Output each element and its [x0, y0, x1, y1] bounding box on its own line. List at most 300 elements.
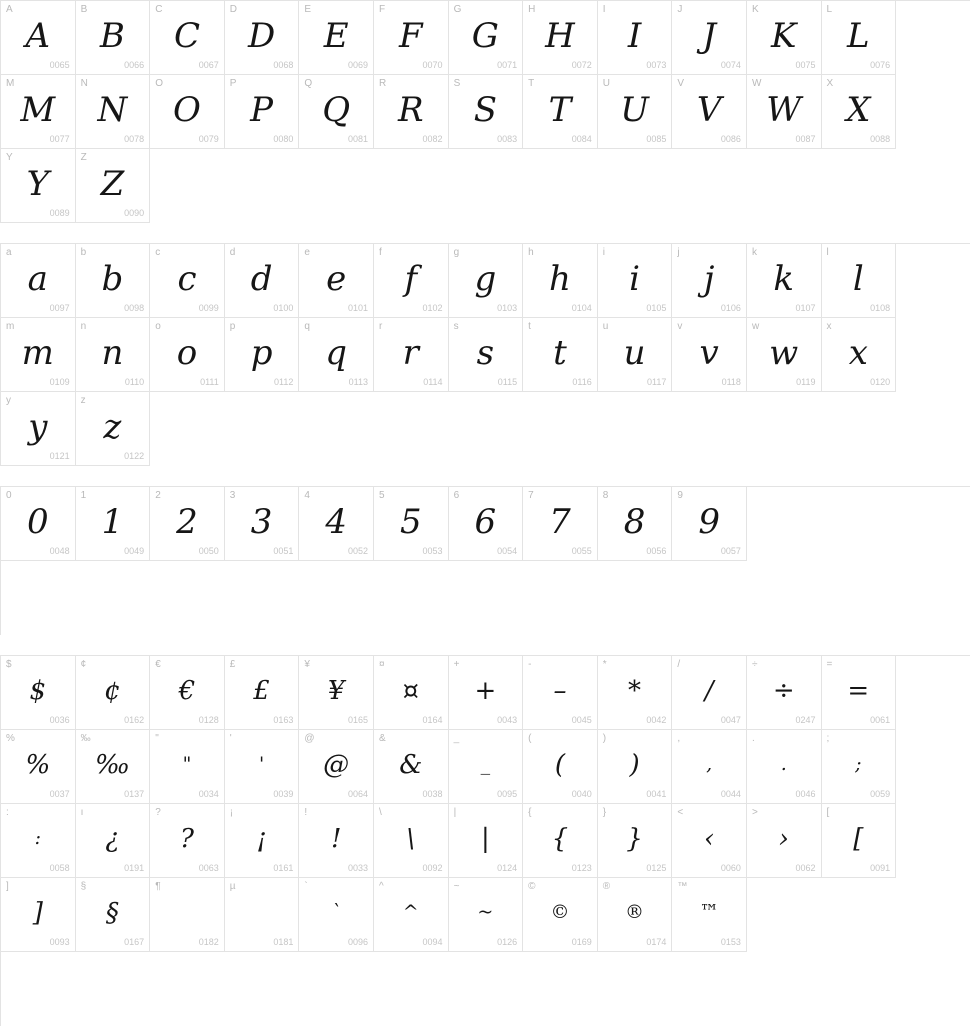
glyph-cell-character-label: m	[6, 321, 15, 332]
glyph-block-lowercase	[0, 243, 970, 466]
glyph-preview: (	[554, 749, 566, 780]
glyph-cell[interactable]	[523, 487, 598, 561]
glyph-preview: }	[626, 823, 643, 854]
glyph-cell[interactable]	[1, 1, 76, 75]
glyph-cell-character-label: !	[304, 807, 308, 818]
glyph-cell-code-label: 0062	[795, 863, 816, 873]
glyph-cell[interactable]	[672, 75, 747, 149]
glyph-cell[interactable]	[822, 318, 897, 392]
glyph-cell-code-label: 0069	[347, 60, 368, 70]
glyph-cell-character-label: ÷	[751, 659, 758, 670]
glyph-cell[interactable]	[374, 730, 449, 804]
glyph-cell[interactable]	[672, 878, 747, 952]
glyph-cell-character-label: /	[677, 659, 681, 670]
glyph-cell-character-label: Y	[6, 152, 13, 163]
glyph-preview: v	[699, 332, 719, 373]
glyph-preview: E	[323, 15, 349, 56]
glyph-block-uppercase	[0, 0, 970, 223]
glyph-cell[interactable]	[822, 730, 897, 804]
glyph-cell[interactable]	[225, 878, 300, 952]
glyph-cell-code-label: 0036	[49, 715, 70, 725]
glyph-preview: ¿	[105, 823, 120, 854]
glyph-cell-code-label: 0126	[497, 937, 518, 947]
glyph-cell-code-label: 0161	[273, 863, 294, 873]
glyph-preview: 1	[101, 501, 124, 542]
glyph-preview: N	[97, 89, 128, 130]
glyph-cell[interactable]	[76, 487, 151, 561]
glyph-cell-code-label: 0098	[124, 303, 145, 313]
glyph-preview: [	[853, 823, 864, 854]
glyph-cell-character-label: o	[155, 321, 161, 332]
glyph-preview: )	[629, 749, 640, 780]
glyph-cell[interactable]	[523, 1, 598, 75]
glyph-cell[interactable]	[225, 75, 300, 149]
glyph-cell-character-label: r	[378, 321, 383, 332]
block-separator	[0, 635, 970, 655]
glyph-cell[interactable]	[822, 244, 897, 318]
glyph-cell-character-label: ™	[677, 881, 688, 892]
glyph-cell[interactable]	[76, 730, 151, 804]
glyph-preview: €	[178, 675, 196, 706]
glyph-cell-code-label: 0092	[422, 863, 443, 873]
glyph-preview: {	[551, 823, 569, 854]
glyph-cell-code-label: 0119	[796, 377, 816, 387]
glyph-cell-code-label: 0044	[720, 789, 741, 799]
glyph-preview: L	[847, 15, 870, 56]
glyph-cell[interactable]	[374, 244, 449, 318]
glyph-preview: q	[325, 332, 348, 373]
glyph-cell-character-label: {	[528, 807, 532, 818]
glyph-cell-character-label: v	[677, 321, 683, 332]
glyph-cell[interactable]	[76, 244, 151, 318]
glyph-cell-code-label: 0073	[646, 60, 667, 70]
glyph-cell[interactable]	[150, 656, 225, 730]
glyph-cell-code-label: 0074	[720, 60, 741, 70]
glyph-cell[interactable]	[598, 318, 673, 392]
glyph-cell-code-label: 0104	[571, 303, 592, 313]
glyph-cell[interactable]	[1, 878, 76, 952]
glyph-preview: T	[548, 89, 572, 130]
glyph-cell-code-label: 0090	[124, 208, 145, 218]
glyph-preview: F	[398, 15, 423, 56]
glyph-cell[interactable]	[598, 1, 673, 75]
glyph-cell[interactable]	[76, 149, 151, 223]
glyph-preview: /	[704, 675, 714, 706]
glyph-cell-character-label: F	[378, 4, 386, 15]
glyph-cell-character-label: y	[6, 395, 11, 406]
glyph-preview: ?	[180, 823, 194, 854]
glyph-cell-code-label: 0067	[198, 60, 219, 70]
glyph-cell[interactable]	[449, 487, 524, 561]
glyph-cell[interactable]	[299, 730, 374, 804]
glyph-cell-character-label: A	[6, 4, 13, 15]
glyph-cell-code-label: 0167	[124, 937, 145, 947]
glyph-cell-character-label: C	[155, 4, 163, 15]
glyph-cell[interactable]	[598, 878, 673, 952]
glyph-cell-code-label: 0124	[497, 863, 518, 873]
glyph-cell[interactable]	[76, 804, 151, 878]
glyph-cell-character-label: ¤	[378, 659, 385, 670]
glyph-cell-character-label: d	[229, 247, 236, 258]
glyph-cell[interactable]	[299, 656, 374, 730]
glyph-preview: 4	[325, 501, 347, 542]
glyph-cell-character-label: "	[155, 733, 159, 744]
glyph-cell-code-label: 0109	[49, 377, 70, 387]
glyph-cell[interactable]	[150, 318, 225, 392]
glyph-cell[interactable]	[523, 656, 598, 730]
glyph-preview: Y	[26, 163, 50, 204]
glyph-cell[interactable]	[1, 804, 76, 878]
glyph-cell-character-label: @	[304, 733, 315, 744]
glyph-preview: `	[331, 901, 341, 923]
glyph-cell-character-label: =	[826, 659, 833, 670]
glyph-cell[interactable]	[822, 1, 897, 75]
glyph-cell-code-label: 0061	[870, 715, 891, 725]
glyph-cell[interactable]	[523, 730, 598, 804]
glyph-cell[interactable]	[449, 656, 524, 730]
glyph-preview: M	[20, 89, 56, 130]
glyph-cell[interactable]	[523, 878, 598, 952]
glyph-cell[interactable]	[299, 878, 374, 952]
glyph-cell[interactable]	[822, 804, 897, 878]
glyph-preview: ]	[32, 897, 43, 928]
glyph-cell-code-label: 0094	[422, 937, 443, 947]
glyph-cell[interactable]	[747, 656, 822, 730]
glyph-cell-character-label: E	[304, 4, 312, 15]
glyph-cell-code-label: 0182	[198, 937, 219, 947]
glyph-preview: _	[480, 753, 491, 775]
glyph-cell-empty	[225, 952, 300, 1026]
glyph-preview: ©	[550, 901, 570, 923]
glyph-cell[interactable]	[747, 318, 822, 392]
glyph-cell[interactable]	[76, 318, 151, 392]
glyph-cell[interactable]	[672, 244, 747, 318]
glyph-cell[interactable]	[374, 318, 449, 392]
glyph-preview: g	[474, 258, 497, 299]
glyph-cell-character-label: ;	[826, 733, 830, 744]
glyph-cell-code-label: 0121	[49, 451, 70, 461]
glyph-cell[interactable]	[225, 318, 300, 392]
glyph-cell[interactable]	[299, 244, 374, 318]
glyph-cell-character-label: e	[304, 247, 310, 258]
glyph-cell[interactable]	[449, 878, 524, 952]
glyph-cell-character-label: \	[378, 807, 382, 818]
glyph-cell[interactable]	[1, 656, 76, 730]
glyph-preview: C	[173, 15, 200, 56]
glyph-cell-character-label: 2	[155, 490, 161, 501]
glyph-cell[interactable]	[449, 730, 524, 804]
glyph-cell-character-label: >	[751, 807, 758, 818]
glyph-preview: ‹	[703, 823, 715, 854]
glyph-cell-character-label: O	[155, 78, 163, 89]
glyph-cell-character-label: i	[602, 247, 605, 258]
glyph-cell[interactable]	[523, 244, 598, 318]
glyph-cell[interactable]	[523, 318, 598, 392]
glyph-cell-character-label: }	[602, 807, 607, 818]
glyph-cell[interactable]	[449, 244, 524, 318]
glyph-cell[interactable]	[150, 487, 225, 561]
glyph-cell[interactable]	[150, 730, 225, 804]
glyph-cell-code-label: 0110	[124, 377, 145, 387]
glyph-cell[interactable]	[672, 318, 747, 392]
glyph-preview: o	[176, 332, 198, 373]
glyph-cell-code-label: 0075	[795, 60, 816, 70]
glyph-cell[interactable]	[374, 878, 449, 952]
glyph-cell-code-label: 0042	[646, 715, 667, 725]
glyph-cell-character-label: .	[751, 733, 755, 744]
glyph-cell-character-label: p	[229, 321, 236, 332]
glyph-preview: n	[101, 332, 124, 373]
glyph-cell-code-label: 0103	[497, 303, 518, 313]
glyph-preview: ‰	[94, 749, 130, 780]
glyph-cell-character-label: H	[528, 4, 536, 15]
glyph-cell[interactable]	[449, 1, 524, 75]
glyph-cell-code-label: 0052	[347, 546, 368, 556]
glyph-cell[interactable]	[150, 75, 225, 149]
glyph-cell[interactable]	[1, 244, 76, 318]
glyph-cell-code-label: 0096	[347, 937, 368, 947]
glyph-cell[interactable]	[672, 656, 747, 730]
glyph-cell-character-label: w	[751, 321, 760, 332]
glyph-cell-character-label: J	[677, 4, 683, 15]
glyph-cell[interactable]	[299, 804, 374, 878]
glyph-cell[interactable]	[374, 656, 449, 730]
glyph-cell[interactable]	[374, 75, 449, 149]
glyph-cell-code-label: 0117	[646, 377, 667, 387]
glyph-cell[interactable]	[523, 75, 598, 149]
glyph-cell[interactable]	[1, 318, 76, 392]
glyph-cell[interactable]	[225, 804, 300, 878]
glyph-preview: 7	[549, 501, 571, 542]
glyph-cell[interactable]	[225, 487, 300, 561]
glyph-cell-character-label: 4	[304, 490, 310, 501]
glyph-cell-code-label: 0049	[124, 546, 145, 556]
glyph-cell-character-label: ,	[677, 733, 681, 744]
glyph-preview: c	[177, 258, 197, 299]
glyph-cell-character-label: l	[826, 247, 829, 258]
glyph-cell[interactable]	[299, 318, 374, 392]
glyph-preview: p	[250, 332, 273, 373]
glyph-cell-code-label: 0081	[347, 134, 368, 144]
glyph-cell[interactable]	[76, 392, 151, 466]
glyph-cell-code-label: 0088	[870, 134, 891, 144]
glyph-cell-character-label: ¡	[229, 807, 234, 818]
glyph-preview: ¡	[256, 823, 267, 854]
glyph-cell-character-label: K	[751, 4, 759, 15]
glyph-cell-empty	[822, 878, 897, 952]
glyph-cell[interactable]	[150, 1, 225, 75]
glyph-cell-character-label: _	[453, 733, 460, 744]
glyph-preview: 6	[474, 501, 497, 542]
glyph-cell[interactable]	[76, 878, 151, 952]
glyph-preview: &	[399, 749, 423, 780]
glyph-cell-character-label: +	[453, 659, 460, 670]
glyph-cell-character-label: L	[826, 4, 833, 15]
glyph-cell[interactable]	[747, 804, 822, 878]
glyph-cell[interactable]	[76, 1, 151, 75]
glyph-cell[interactable]	[76, 75, 151, 149]
glyph-cell-character-label: T	[528, 78, 535, 89]
glyph-cell[interactable]	[1, 487, 76, 561]
glyph-cell-code-label: 0106	[720, 303, 741, 313]
glyph-preview: +	[474, 675, 497, 706]
glyph-cell-code-label: 0079	[198, 134, 219, 144]
glyph-cell[interactable]	[1, 149, 76, 223]
glyph-cell-empty	[1, 561, 76, 635]
glyph-cell-code-label: 0050	[198, 546, 219, 556]
glyph-preview: m	[21, 332, 54, 373]
glyph-cell-character-label: ¥	[304, 659, 310, 670]
glyph-cell-code-label: 0089	[49, 208, 70, 218]
glyph-cell-code-label: 0034	[198, 789, 219, 799]
glyph-cell-character-label: P	[229, 78, 237, 89]
glyph-cell[interactable]	[449, 75, 524, 149]
glyph-cell[interactable]	[76, 656, 151, 730]
glyph-preview: =	[847, 675, 870, 706]
glyph-cell[interactable]	[523, 804, 598, 878]
glyph-cell-code-label: 0056	[646, 546, 667, 556]
glyph-preview: \	[406, 823, 416, 854]
glyph-cell[interactable]	[672, 804, 747, 878]
glyph-preview: 9	[698, 501, 720, 542]
glyph-preview: V	[696, 89, 722, 130]
glyph-cell-code-label: 0164	[422, 715, 443, 725]
glyph-cell-code-label: 0086	[720, 134, 741, 144]
glyph-cell-code-label: 0043	[497, 715, 518, 725]
glyph-cell-empty	[150, 952, 225, 1026]
glyph-cell-character-label: 5	[378, 490, 385, 501]
glyph-cell-character-label: u	[602, 321, 609, 332]
glyph-cell-character-label: ®	[602, 881, 611, 892]
glyph-preview: 8	[623, 501, 646, 542]
glyph-cell[interactable]	[225, 244, 300, 318]
glyph-cell-character-label: q	[304, 321, 310, 332]
glyph-cell[interactable]	[598, 244, 673, 318]
glyph-cell-code-label: 0077	[49, 134, 70, 144]
glyph-cell-empty	[822, 487, 897, 561]
glyph-cell-character-label: `	[304, 881, 308, 892]
glyph-preview: "	[182, 753, 192, 775]
glyph-cell-code-label: 0125	[646, 863, 667, 873]
glyph-cell[interactable]	[672, 1, 747, 75]
glyph-cell[interactable]	[747, 244, 822, 318]
glyph-cell[interactable]	[299, 75, 374, 149]
glyph-cell[interactable]	[598, 75, 673, 149]
glyph-cell[interactable]	[225, 656, 300, 730]
glyph-cell[interactable]	[822, 656, 897, 730]
glyph-preview: S	[473, 89, 497, 130]
glyph-cell-code-label: 0037	[49, 789, 70, 799]
glyph-cell-character-label: ^	[378, 881, 384, 892]
glyph-cell-code-label: 0083	[497, 134, 518, 144]
glyph-preview: D	[247, 15, 276, 56]
glyph-cell-code-label: 0051	[273, 546, 294, 556]
glyph-cell-code-label: 0040	[571, 789, 592, 799]
glyph-cell[interactable]	[598, 730, 673, 804]
glyph-cell[interactable]	[449, 804, 524, 878]
glyph-cell-code-label: 0058	[49, 863, 70, 873]
glyph-preview: W	[766, 89, 802, 130]
glyph-preview: :	[34, 827, 41, 849]
glyph-cell[interactable]	[150, 804, 225, 878]
block-separator	[0, 223, 970, 243]
glyph-preview: ,	[706, 753, 713, 775]
glyph-cell-code-label: 0097	[49, 303, 70, 313]
glyph-cell-character-label: %	[6, 733, 15, 744]
glyph-preview: '	[258, 753, 265, 775]
glyph-block-numerals	[0, 486, 970, 635]
glyph-cell-code-label: 0072	[571, 60, 592, 70]
glyph-cell[interactable]	[225, 1, 300, 75]
glyph-cell[interactable]	[1, 730, 76, 804]
glyph-cell-character-label: 3	[229, 490, 236, 501]
glyph-preview: £	[253, 675, 270, 706]
glyph-cell-character-label: ‰	[80, 733, 91, 744]
glyph-preview: §	[105, 897, 119, 928]
glyph-cell-character-label: s	[453, 321, 459, 332]
glyph-preview: i	[629, 258, 640, 299]
glyph-cell-character-label: G	[453, 4, 462, 15]
glyph-cell[interactable]	[672, 487, 747, 561]
glyph-cell-code-label: 0080	[273, 134, 294, 144]
glyph-cell-character-label: $	[6, 659, 12, 670]
glyph-preview: %	[25, 749, 51, 780]
glyph-cell-character-label: ~	[453, 881, 460, 892]
glyph-cell[interactable]	[374, 487, 449, 561]
glyph-cell[interactable]	[299, 487, 374, 561]
glyph-cell[interactable]	[449, 318, 524, 392]
glyph-cell[interactable]	[374, 804, 449, 878]
glyph-cell[interactable]	[598, 804, 673, 878]
glyph-preview: ¤	[402, 675, 420, 706]
glyph-cell-code-label: 0060	[720, 863, 741, 873]
glyph-cell[interactable]	[1, 75, 76, 149]
glyph-cell[interactable]	[299, 1, 374, 75]
glyph-cell-code-label: 0091	[870, 863, 891, 873]
glyph-cell-code-label: 0065	[49, 60, 70, 70]
glyph-preview: R	[397, 89, 424, 130]
glyph-cell-code-label: 0068	[273, 60, 294, 70]
glyph-preview: l	[852, 258, 864, 299]
glyph-cell-character-label: N	[80, 78, 88, 89]
glyph-cell[interactable]	[150, 244, 225, 318]
glyph-cell[interactable]	[1, 392, 76, 466]
glyph-cell[interactable]	[747, 75, 822, 149]
glyph-cell[interactable]	[598, 487, 673, 561]
glyph-preview: J	[702, 15, 716, 56]
glyph-cell-character-label: n	[80, 321, 87, 332]
glyph-preview: .	[780, 753, 787, 775]
glyph-cell[interactable]	[747, 730, 822, 804]
glyph-cell[interactable]	[598, 656, 673, 730]
glyph-cell-code-label: 0038	[422, 789, 443, 799]
glyph-cell-character-label: µ	[229, 881, 236, 892]
glyph-cell-code-label: 0137	[124, 789, 145, 799]
glyph-cell-character-label: (	[528, 733, 532, 744]
glyph-preview: b	[101, 258, 124, 299]
glyph-cell-code-label: 0115	[497, 377, 518, 387]
glyph-cell[interactable]	[225, 730, 300, 804]
glyph-cell[interactable]	[374, 1, 449, 75]
glyph-cell-character-label: Z	[80, 152, 87, 163]
glyph-cell[interactable]	[672, 730, 747, 804]
glyph-cell-character-label: ?	[155, 807, 161, 818]
glyph-cell[interactable]	[747, 1, 822, 75]
glyph-cell[interactable]	[822, 75, 897, 149]
glyph-cell-code-label: 0053	[422, 546, 443, 556]
glyph-cell[interactable]	[150, 878, 225, 952]
glyph-cell-code-label: 0099	[198, 303, 219, 313]
